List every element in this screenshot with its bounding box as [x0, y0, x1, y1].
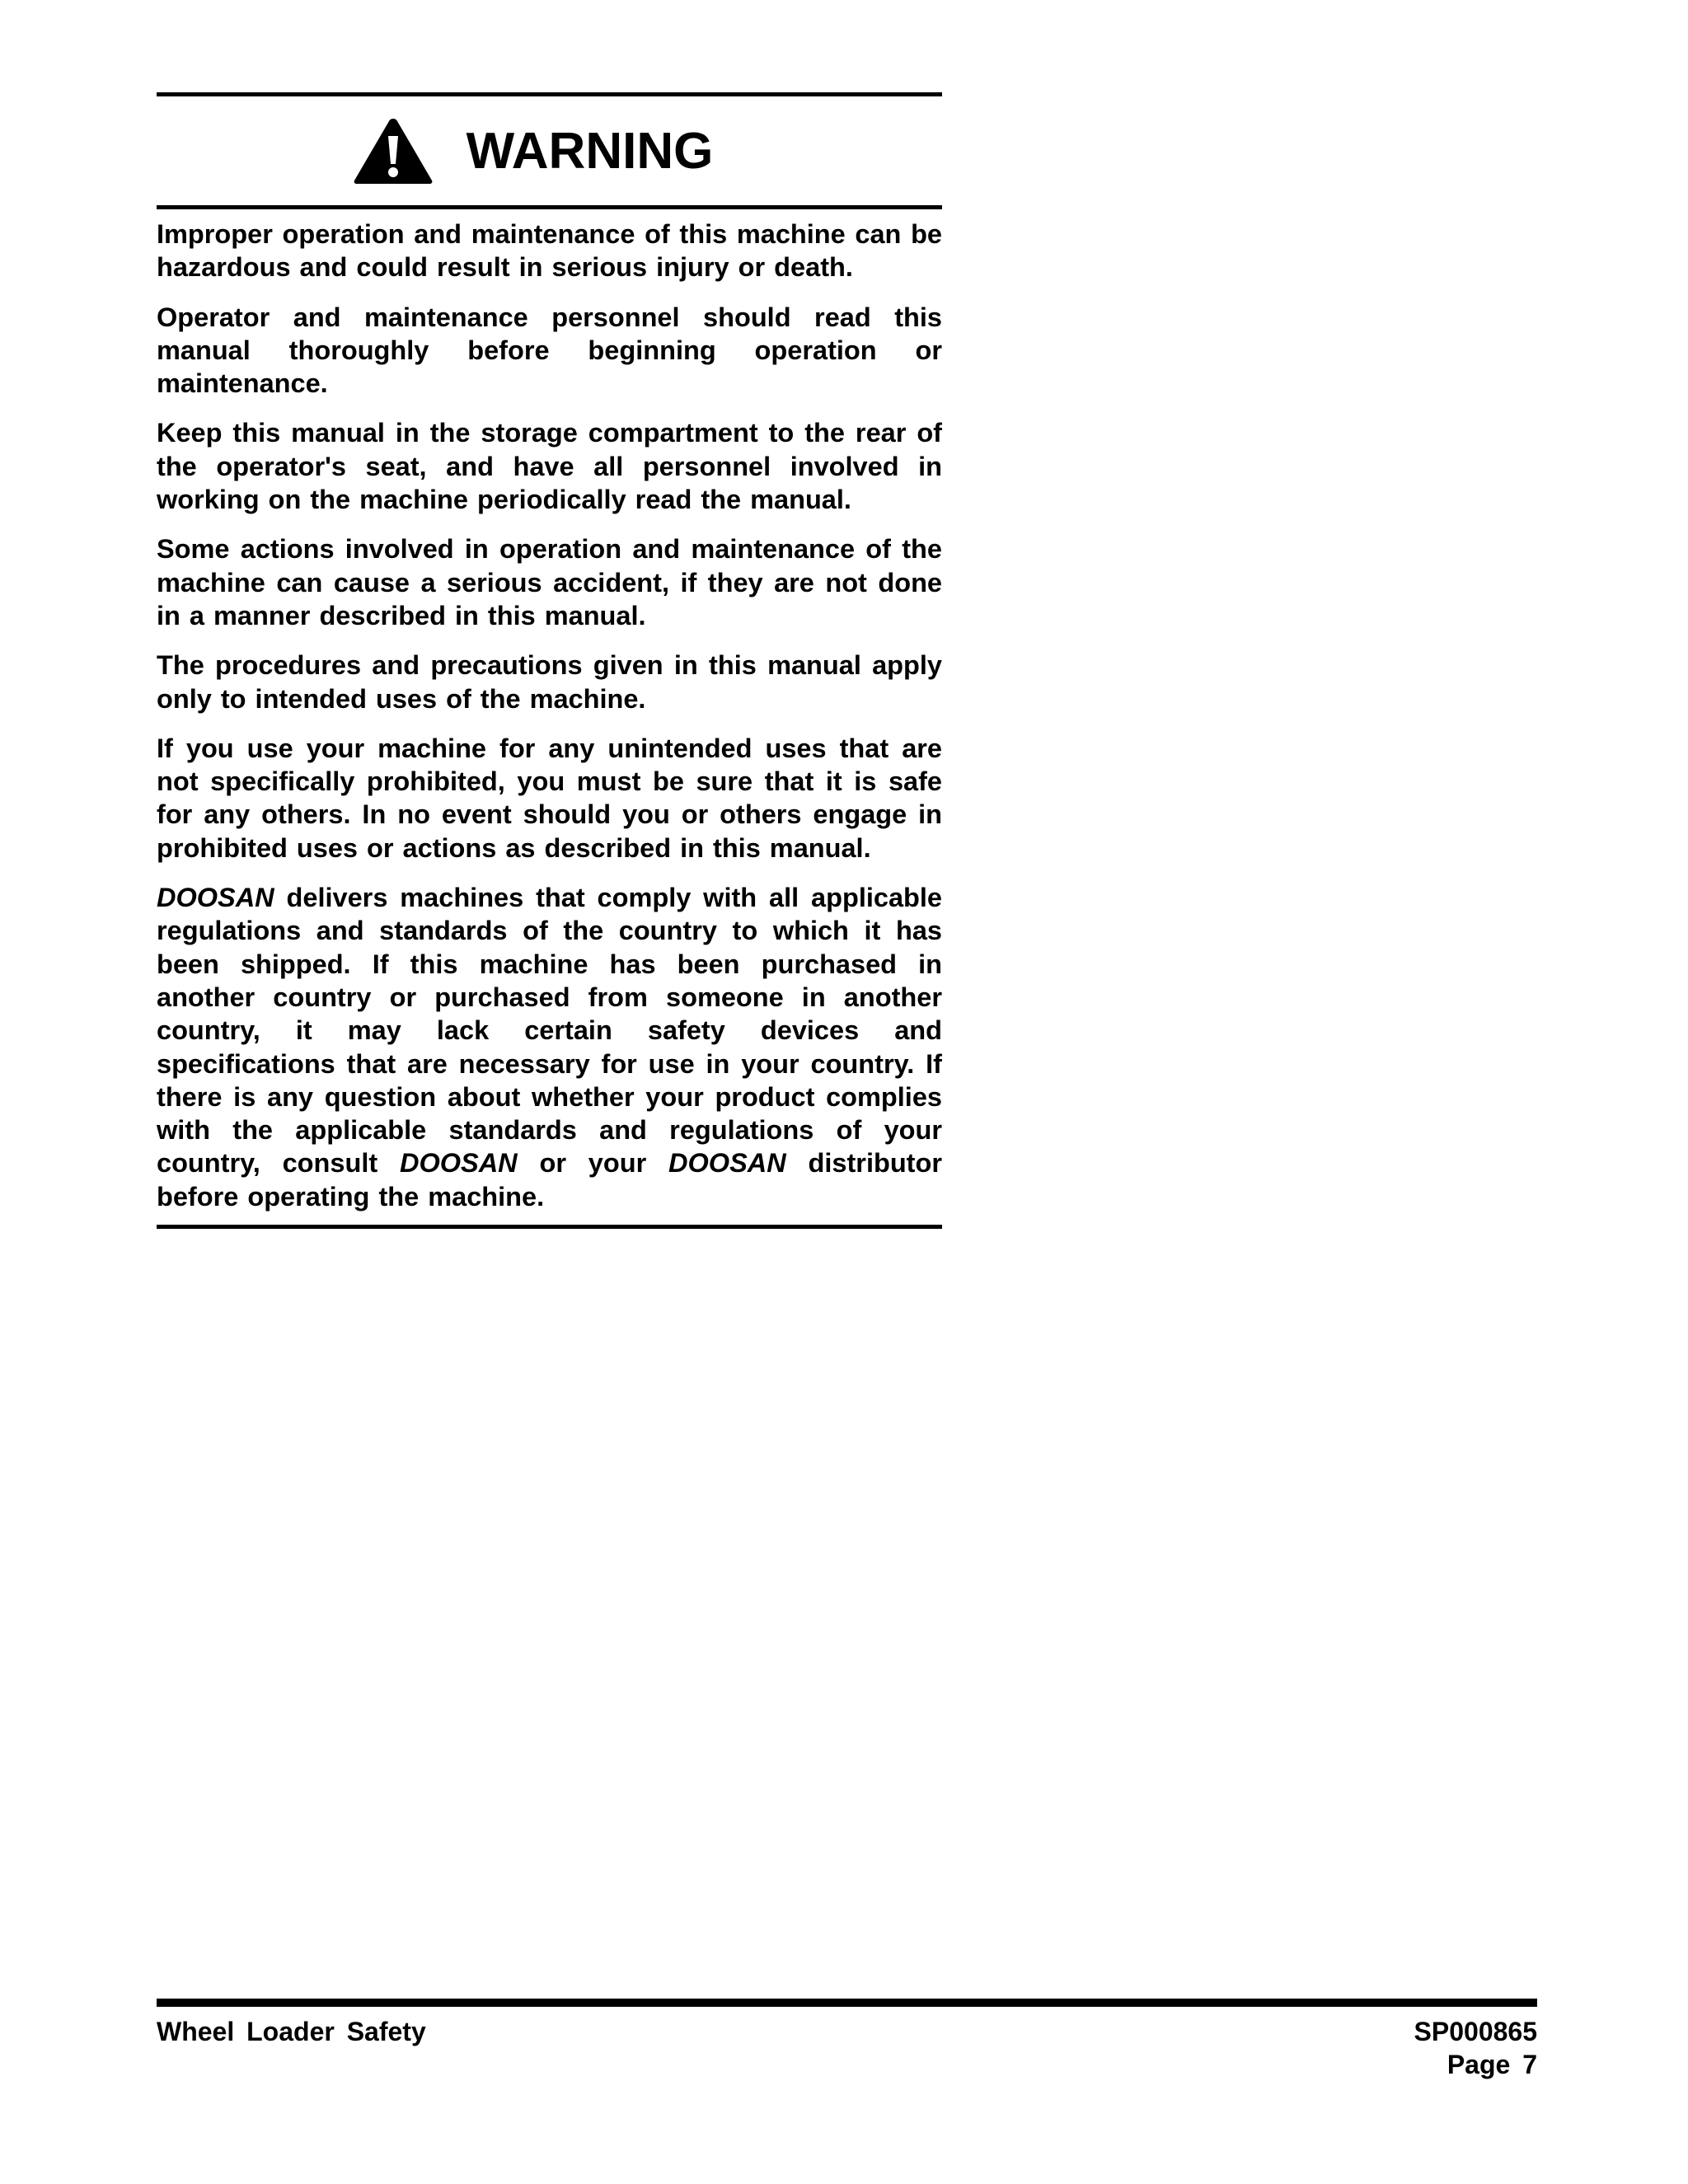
footer-row — [157, 2015, 1537, 2081]
warning-box — [157, 92, 942, 1229]
footer-doc-info — [1414, 2015, 1537, 2081]
warning-paragraph-2: Operator and maintenance personnel should read this manual thoroughly before beginning operation or maintenance. — [157, 302, 942, 399]
paragraph-7-text-1: delivers machines that comply with all applicable regulations and standards of the country to which it has been shipped. If this machine has been purchased in another country or purchased from someone in another country, it may lack certain safety devices and specifications that are necessary for use in your country. If there is any question about whether your product complies with the applicable standards and regulations of your country, consult — [157, 883, 942, 1179]
warning-paragraph-4: Some actions involved in operation and maintenance of the machine can cause a serious accident, if they are not done in a manner described in this manual. — [157, 534, 942, 630]
footer-page-number: Page 7 — [1447, 2050, 1537, 2079]
warning-paragraph-1: Improper operation and maintenance of this machine can be hazardous and could result in serious injury or death. — [157, 219, 942, 283]
brand-name: DOOSAN — [668, 1148, 786, 1179]
warning-header-rule — [157, 205, 942, 209]
footer-rule — [157, 1999, 1537, 2007]
warning-paragraph-3: Keep this manual in the storage compartment to the rear of the operator's seat, and have all personnel involved in working on the machine periodically read the manual. — [157, 418, 942, 515]
warning-paragraph-6: If you use your machine for any unintended uses that are not specifically prohibited, you must be sure that it is safe for any others. In no event should you or others engage in prohibited uses or actions as described in this manual. — [157, 733, 942, 863]
warning-paragraph-5: The procedures and precautions given in this manual apply only to intended uses of the machine. — [157, 650, 942, 714]
paragraph-7-text-2: or your — [517, 1148, 669, 1179]
paragraph-7-text-3: distributor before operating the machine. — [157, 1148, 943, 1212]
warning-paragraph-7 — [157, 881, 942, 1213]
brand-name: DOOSAN — [400, 1148, 518, 1179]
page-footer — [157, 1999, 1537, 2081]
warning-bottom-rule — [157, 1225, 942, 1229]
footer-section-title: Wheel Loader Safety — [157, 2017, 426, 2046]
warning-triangle-icon — [353, 116, 434, 185]
brand-name: DOOSAN — [157, 883, 274, 913]
footer-doc-id: SP000865 — [1414, 2017, 1537, 2046]
warning-header — [157, 96, 942, 205]
warning-title: WARNING — [466, 122, 714, 180]
